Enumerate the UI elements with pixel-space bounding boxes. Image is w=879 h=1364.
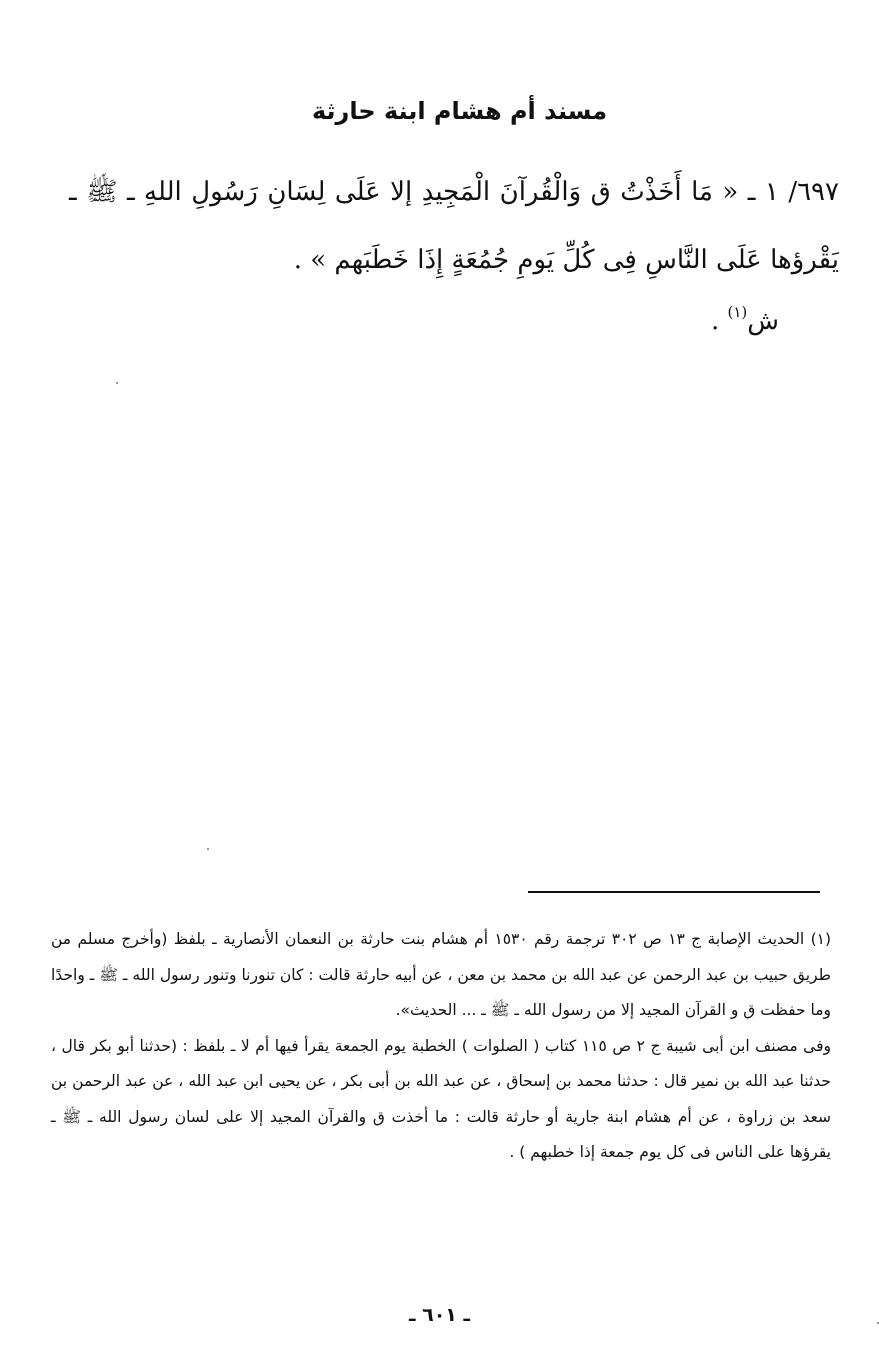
scan-speck xyxy=(116,382,118,384)
footnote-separator-rule xyxy=(528,891,820,893)
source-reference xyxy=(711,290,779,343)
hadith-text: ٦٩٧/ ١ ـ « مَا أَخَذْتُ ق وَالْقُرآنَ الْمَجِيدِ إلا عَلَى لِسَانِ رَسُولِ اللهِ ـ ﷺ ـ يَقْرؤها عَلَى النَّاسِ فِى كُلِّ يَومِ جُمُعَةٍ إِذَا خَطَبَهم » . xyxy=(69,177,839,275)
footnote-2: وفى مصنف ابن أبى شيبة ج ٢ ص ١١٥ كتاب ( الصلوات ) الخطبة يوم الجمعة يقرأ فيها أم لا ـ بلفظ : (حدثنا أبو بكر قال ، حدثنا عبد الله بن نمير قال : حدثنا محمد بن إسحاق ، عن عبد الله بن أبى بكر ، عن يحيى ابن عبد الله ، عن عبد الرحمن بن سعد بن زراوة ، عن أم هشام ابنة جارية أو حارثة قالت : ما أخذت ق والقرآن المجيد إلا على لسان رسول الله ـ ﷺ ـ يقرؤها على الناس فى كل يوم جمعة إذا خطبهم ) . xyxy=(51,1036,831,1161)
section-heading: مسند أم هشام ابنة حارثة xyxy=(311,97,608,125)
footnote-1: (١) الحديث الإصابة ج ١٣ ص ٣٠٢ ترجمة رقم ١٥٣٠ أم هشام بنت حارثة بن النعمان الأنصارية ـ بلفظ (وأخرج مسلم من طريق حبيب بن عبد الرحمن عن عبد الله بن محمد بن معن ، عن أبيه حارثة قالت : كان تنورنا وتنور رسول الله ـ ﷺ ـ واحدًا وما حفظت ق و القرآن المجيد إلا من رسول الله ـ ﷺ ـ ... الحديث». xyxy=(51,930,832,1019)
source-abbreviation: ش xyxy=(747,306,779,336)
footnotes-block xyxy=(51,922,831,1171)
page-number: ـ ٦٠١ ـ xyxy=(408,1304,470,1326)
hadith-text-block xyxy=(69,158,839,294)
scan-speck xyxy=(207,848,209,850)
source-trailing-period: . xyxy=(710,306,728,336)
footnote-marker: (١) xyxy=(727,303,748,321)
